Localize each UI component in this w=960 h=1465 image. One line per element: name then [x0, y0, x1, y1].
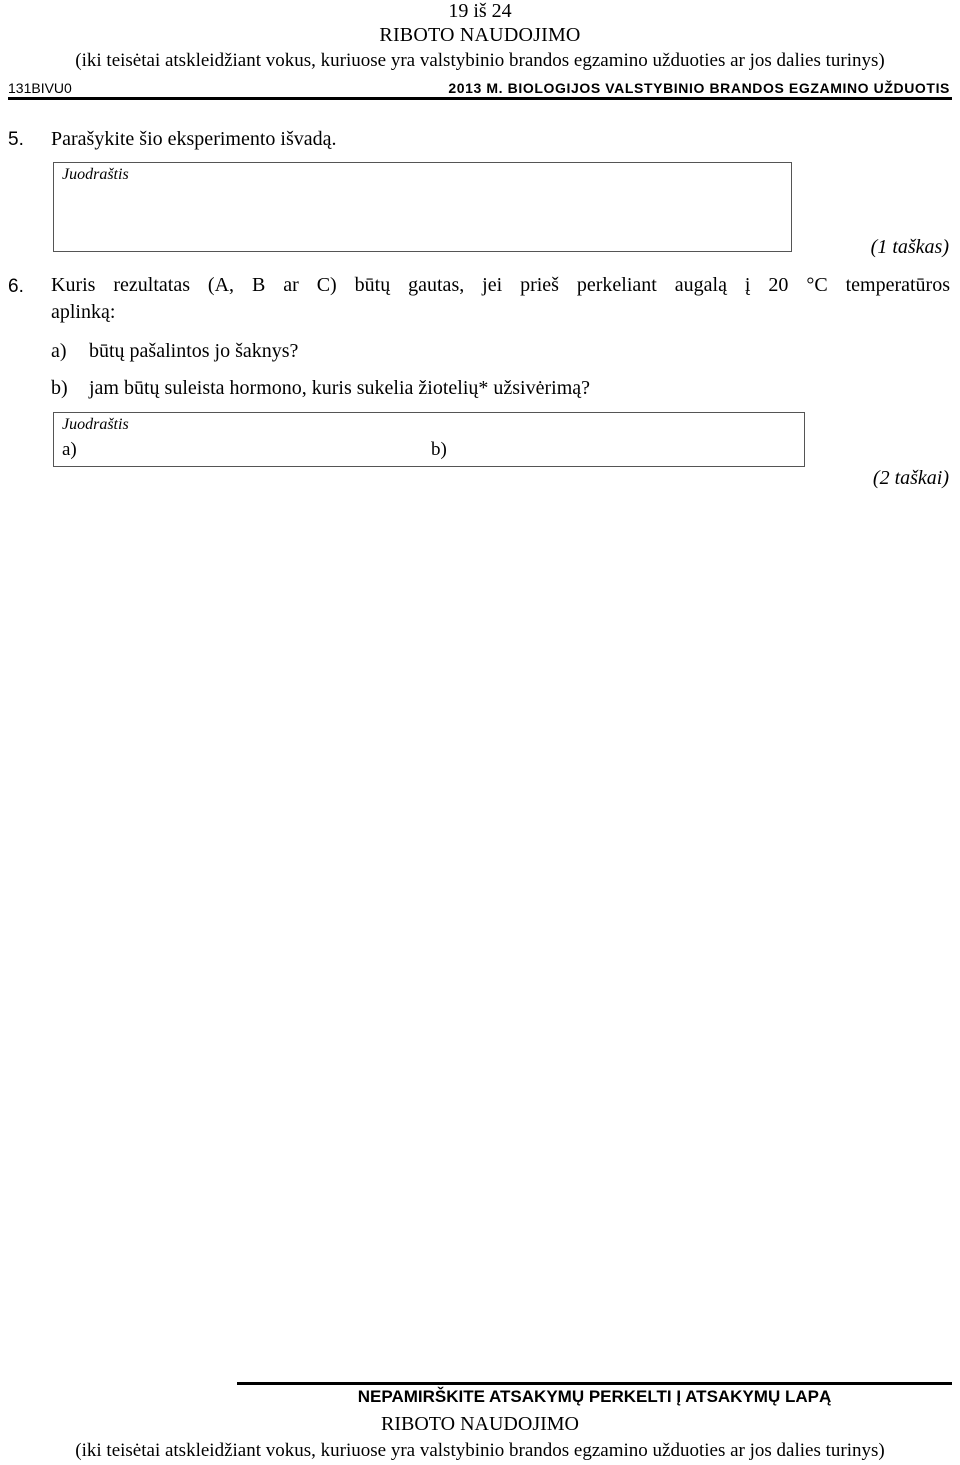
- question-5-text: Parašykite šio eksperimento išvadą.: [51, 128, 337, 150]
- question-6-points: (2 taškai): [872, 467, 949, 489]
- question-6b-text: jam būtų suleista hormono, kuris sukelia žiotelių* užsivėrimą?: [89, 377, 591, 399]
- question-6-draft-box[interactable]: [53, 412, 805, 467]
- restricted-label: RIBOTO NAUDOJIMO: [379, 24, 581, 46]
- footer-restricted-label: RIBOTO NAUDOJIMO: [381, 1413, 579, 1435]
- question-6b-label: b): [51, 377, 68, 399]
- question-6-text-line1: Kuris rezultatas (A, B ar C) būtų gautas, jei prieš perkeliant augalą į 20 °C temperatūros: [51, 274, 950, 296]
- exam-title: 2013 M. BIOLOGIJOS VALSTYBINIO BRANDOS EGZAMINO UŽDUOTIS: [448, 80, 950, 96]
- answer-b-label: b): [431, 439, 447, 460]
- footer-confidentiality-notice: (iki teisėtai atskleidžiant vokus, kuriuose yra valstybinio brandos egzamino užduoties ar jos dalies turinys): [75, 1440, 885, 1461]
- page-number: 19 iš 24: [448, 0, 512, 22]
- question-5-draft-box[interactable]: [53, 162, 792, 252]
- question-5-number: 5.: [8, 129, 24, 150]
- transfer-reminder: NEPAMIRŠKITE ATSAKYMŲ PERKELTI Į ATSAKYMŲ LAPĄ: [357, 1387, 832, 1406]
- footer-divider: [237, 1382, 952, 1385]
- draft-label: Juodraštis: [62, 416, 129, 433]
- confidentiality-notice: (iki teisėtai atskleidžiant vokus, kuriuose yra valstybinio brandos egzamino užduoties ar jos dalies turinys): [75, 50, 885, 71]
- answer-a-label: a): [62, 439, 77, 460]
- exam-code: 131BIVU0: [8, 80, 72, 96]
- question-6-text-line2: aplinką:: [51, 301, 116, 323]
- question-6-number: 6.: [8, 276, 24, 297]
- draft-label: Juodraštis: [62, 166, 129, 183]
- header-divider: [8, 97, 952, 100]
- question-6a-text: būtų pašalintos jo šaknys?: [89, 340, 299, 362]
- question-6a-label: a): [51, 340, 67, 362]
- question-5-points: (1 taškas): [870, 236, 949, 258]
